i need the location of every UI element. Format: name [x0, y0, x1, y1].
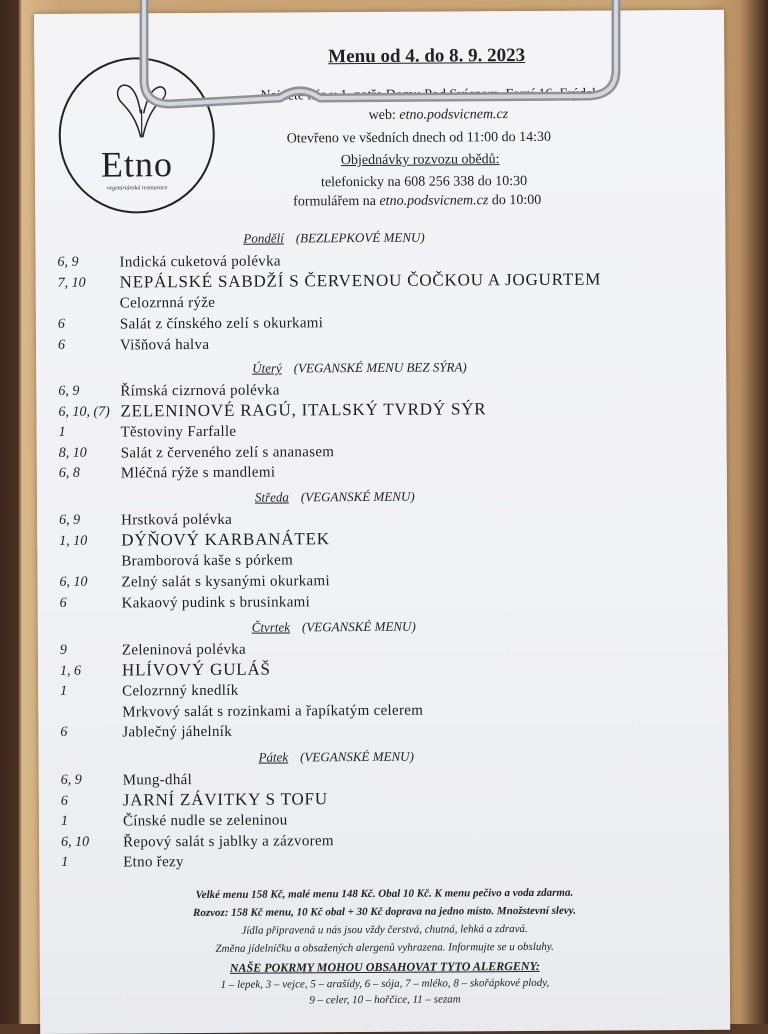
dish-name: Celozrnný knedlík	[122, 682, 239, 700]
dish-name: Čínské nudle se zeleninou	[122, 812, 288, 830]
dish-name: Jablečný jáhelník	[122, 723, 233, 741]
delivery-info: Rozvoz: 158 Kč menu, 10 Kč obal + 30 Kč doprava na jedno místo. Množstevní slevy.	[192, 904, 576, 920]
day-heading-wednesday: Středa (VEGANSKÉ MENU)	[254, 488, 415, 505]
allergen-codes: 1	[58, 424, 66, 440]
dish-name: Salát z červeného zelí s ananasem	[120, 444, 335, 462]
menu-item	[60, 721, 700, 745]
change-note: Změna jídelníčku a obsažených alergenů vyhrazena. Informujte se u obsluhy.	[215, 940, 554, 955]
menu-item	[60, 592, 700, 616]
dish-name: Mrkvový salát s rozinkami a řapíkatým celerem	[122, 702, 424, 721]
dish-name: Bramborová kaše s pórkem	[121, 552, 294, 570]
menu-item	[59, 571, 699, 595]
dish-name: Římská cizrnová polévka	[120, 382, 280, 400]
logo-name: Etno	[100, 144, 174, 185]
day-heading-tuesday: Úterý (VEGANSKÉ MENU BEZ SÝRA)	[252, 359, 467, 376]
dish-name: Višňová halva	[119, 336, 210, 354]
menu-item	[60, 680, 700, 704]
allergen-heading: NAŠE POKRMY MOHOU OBSAHOVAT TYTO ALERGENY:	[229, 958, 540, 975]
freshness-note: Jídla připravená u nás jsou vždy čerstvá, chutná, lehká a zdravá.	[241, 923, 528, 937]
menu-item	[59, 462, 699, 486]
address-line: Najdete nás v 1. patře Domu Pod Svícnem, Farní 16, Frýdek	[260, 86, 600, 104]
allergen-codes: 1	[61, 854, 69, 870]
allergen-codes: 6, 9	[60, 772, 82, 788]
web-line: web: etno.podsvicnem.cz	[368, 107, 509, 123]
dish-name: NEPÁLSKÉ SABDŽÍ S ČERVENOU ČOČKOU A JOGURTEM	[119, 269, 602, 292]
allergen-codes: 1, 10	[59, 533, 88, 549]
dish-name: JARNÍ ZÁVITKY S TOFU	[122, 789, 328, 810]
allergen-codes: 6, 9	[58, 383, 80, 399]
allergen-codes: 1	[60, 683, 68, 699]
menu-item	[59, 421, 699, 445]
dish-name: Řepový salát s jablky a zázvorem	[123, 833, 334, 851]
dish-name: Těstoviny Farfalle	[120, 423, 237, 441]
allergen-codes: 1	[60, 813, 68, 829]
dish-name: Kakaový pudink s brusinkami	[121, 594, 311, 612]
delivery-heading: Objednávky rozvozu obědů:	[340, 152, 500, 169]
allergen-list: 1 – lepek, 3 – vejce, 5 – arašídy, 6 – sója, 7 – mléko, 8 – skořápkové plody,	[220, 976, 550, 991]
dish-name: Zeleninová polévka	[121, 641, 247, 659]
allergen-codes: 6, 8	[58, 465, 80, 481]
form-link[interactable]: etno.podsvicnem.cz	[379, 193, 489, 209]
dish-name: ZELENINOVÉ RAGÚ, ITALSKÝ TVRDÝ SÝR	[120, 399, 487, 421]
logo-tagline: vegetariánská restaurace	[106, 185, 168, 192]
dish-name: DÝŇOVÝ KARBANÁTEK	[121, 529, 330, 550]
allergen-codes: 6	[57, 337, 66, 353]
allergen-codes: 6, 10, (7)	[58, 404, 110, 420]
allergen-codes: 6	[60, 793, 68, 809]
menu-item	[61, 810, 701, 834]
allergen-codes: 9	[59, 642, 67, 658]
day-heading-monday: Pondělí (BEZLEPKOVÉ MENU)	[243, 229, 425, 246]
dish-name: HLÍVOVÝ GULÁŠ	[121, 659, 271, 680]
dish-name: Celozrnná rýže	[119, 294, 216, 312]
menu-item	[59, 550, 699, 574]
allergen-codes: 6	[59, 595, 67, 611]
delivery-phone: telefonicky na 608 256 338 do 10:30	[320, 173, 528, 191]
allergen-codes: 6	[60, 724, 68, 740]
dish-name: Hrstková polévka	[121, 511, 233, 529]
menu-item	[58, 334, 698, 358]
allergen-list-continued: 9 – celer, 10 – hořčice, 11 – sezam	[309, 993, 461, 1007]
clipboard-clip-icon	[130, 0, 630, 120]
menu-title: Menu od 4. do 8. 9. 2023	[328, 45, 526, 68]
allergen-codes: 6, 10	[59, 574, 88, 590]
allergen-codes: 1, 6	[59, 663, 82, 679]
menu-item	[58, 292, 698, 316]
dish-name: Salát z čínského zelí s okurkami	[119, 315, 324, 333]
delivery-form: formulářem na etno.podsvicnem.cz do 10:00	[293, 192, 542, 210]
day-heading-thursday: Čtvrtek (VEGANSKÉ MENU)	[251, 618, 416, 635]
price-info: Velké menu 158 Kč, malé menu 148 Kč. Obal 10 Kč. K menu pečivo a voda zdarma.	[195, 886, 574, 902]
menu-item	[61, 851, 701, 875]
menu-sheet	[34, 10, 730, 1034]
dish-name: Mung-dhál	[122, 772, 193, 789]
dish-name: Mléčná rýže s mandlemi	[120, 464, 276, 482]
allergen-codes: 6, 9	[59, 512, 81, 528]
web-link[interactable]: etno.podsvicnem.cz	[399, 107, 509, 123]
allergen-codes: 6, 9	[57, 254, 79, 270]
menu-item	[58, 313, 698, 337]
allergen-codes: 8, 10	[58, 445, 87, 461]
dish-name: Etno řezy	[123, 854, 184, 871]
allergen-codes: 6, 10	[61, 834, 90, 850]
allergen-codes: 7, 10	[57, 275, 86, 291]
day-heading-friday: Pátek (VEGANSKÉ MENU)	[258, 748, 414, 765]
allergen-codes: 6	[57, 316, 65, 332]
dish-name: Indická cuketová polévka	[119, 253, 281, 271]
opening-hours: Otevřeno ve všedních dnech od 11:00 do 14:30	[286, 129, 552, 147]
menu-item	[61, 769, 701, 793]
dish-name: Zelný salát s kysanými okurkami	[121, 573, 330, 591]
